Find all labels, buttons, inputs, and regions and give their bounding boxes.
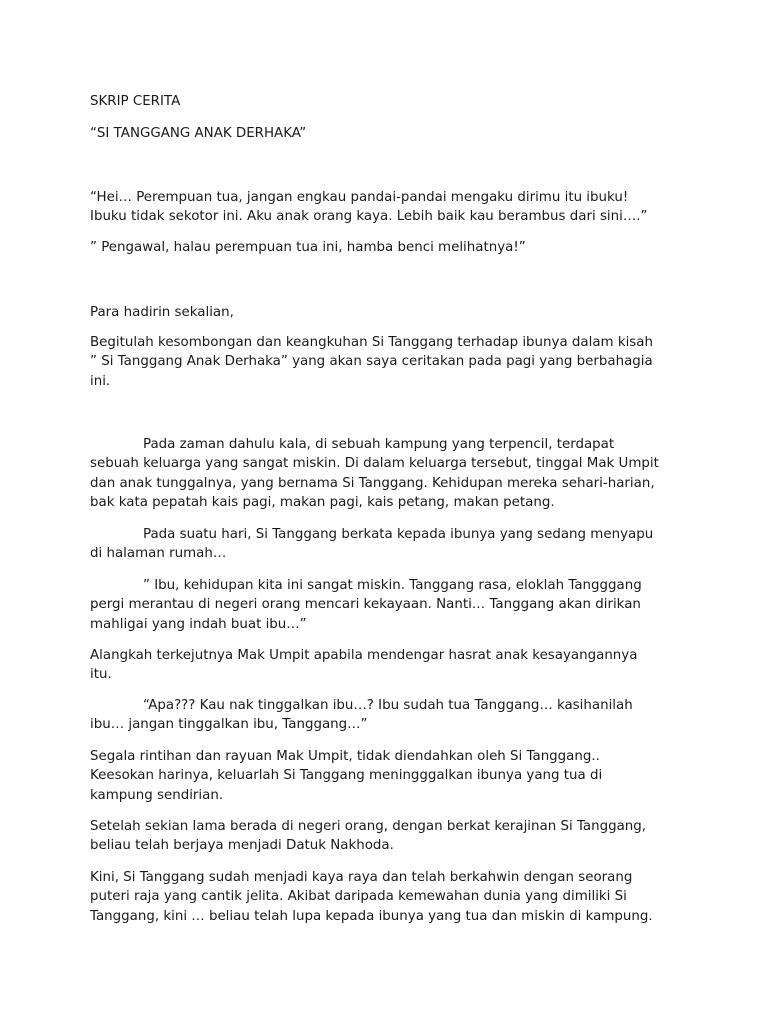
dialogue-paragraph: ” Ibu, kehidupan kita ini sangat miskin. Tanggang rasa, eloklah Tangggang pergi merantau di negeri orang mencari kekayaan. Nanti… Tanggang akan dirikan mahligai yang indah buat ibu…”: [90, 578, 642, 632]
dialogue-paragraph: “Apa??? Kau nak tinggalkan ibu…? Ibu sudah tua Tanggang… kasihanilah ibu… jangan tinggalkan ibu, Tanggang…”: [90, 698, 633, 733]
intro-paragraph: Begitulah kesombongan dan keangkuhan Si Tanggang terhadap ibunya dalam kisah ” Si Tanggang Anak Derhaka” yang akan saya ceritakan pada pagi yang berbahagia ini.: [90, 335, 653, 389]
story-paragraph: Pada suatu hari, Si Tanggang berkata kepada ibunya yang sedang menyapu di halaman rumah…: [90, 527, 654, 562]
story-paragraph: Segala rintihan dan rayuan Mak Umpit, tidak diendahkan oleh Si Tanggang.. Keesokan harinya, keluarlah Si Tanggang meningggalkan ibunya yang tua di kampung sendirian.: [90, 749, 603, 803]
story-paragraph: Kini, Si Tanggang sudah menjadi kaya raya dan telah berkahwin dengan seorang puteri raja yang cantik jelita. Akibat daripada kemewahan dunia yang dimiliki Si Tanggang, kini … beliau telah lupa kepada ibunya yang tua dan miskin di kampung.: [90, 870, 653, 924]
greeting-paragraph: Para hadirin sekalian,: [90, 305, 234, 320]
dialogue-paragraph: “Hei… Perempuan tua, jangan engkau pandai-pandai mengaku dirimu itu ibuku! Ibuku tidak sekotor ini. Aku anak orang kaya. Lebih baik kau berambus dari sini….”: [90, 190, 648, 225]
story-paragraph: Pada zaman dahulu kala, di sebuah kampung yang terpencil, terdapat sebuah keluarga yang sangat miskin. Di dalam keluarga tersebut, tinggal Mak Umpit dan anak tunggalnya, yang bernama Si Tanggang. Kehidupan mereka sehari-harian, bak kata pepatah kais pagi, makan pagi, kais petang, makan petang.: [90, 437, 659, 511]
script-heading: SKRIP CERITA: [90, 94, 181, 109]
story-paragraph: Setelah sekian lama berada di negeri orang, dengan berkat kerajinan Si Tanggang, beliau telah berjaya menjadi Datuk Nakhoda.: [90, 819, 647, 854]
story-paragraph: Alangkah terkejutnya Mak Umpit apabila mendengar hasrat anak kesayangannya itu.: [90, 648, 638, 683]
story-title: “SI TANGGANG ANAK DERHAKA”: [90, 126, 307, 141]
dialogue-paragraph: ” Pengawal, halau perempuan tua ini, hamba benci melihatnya!”: [90, 240, 526, 255]
